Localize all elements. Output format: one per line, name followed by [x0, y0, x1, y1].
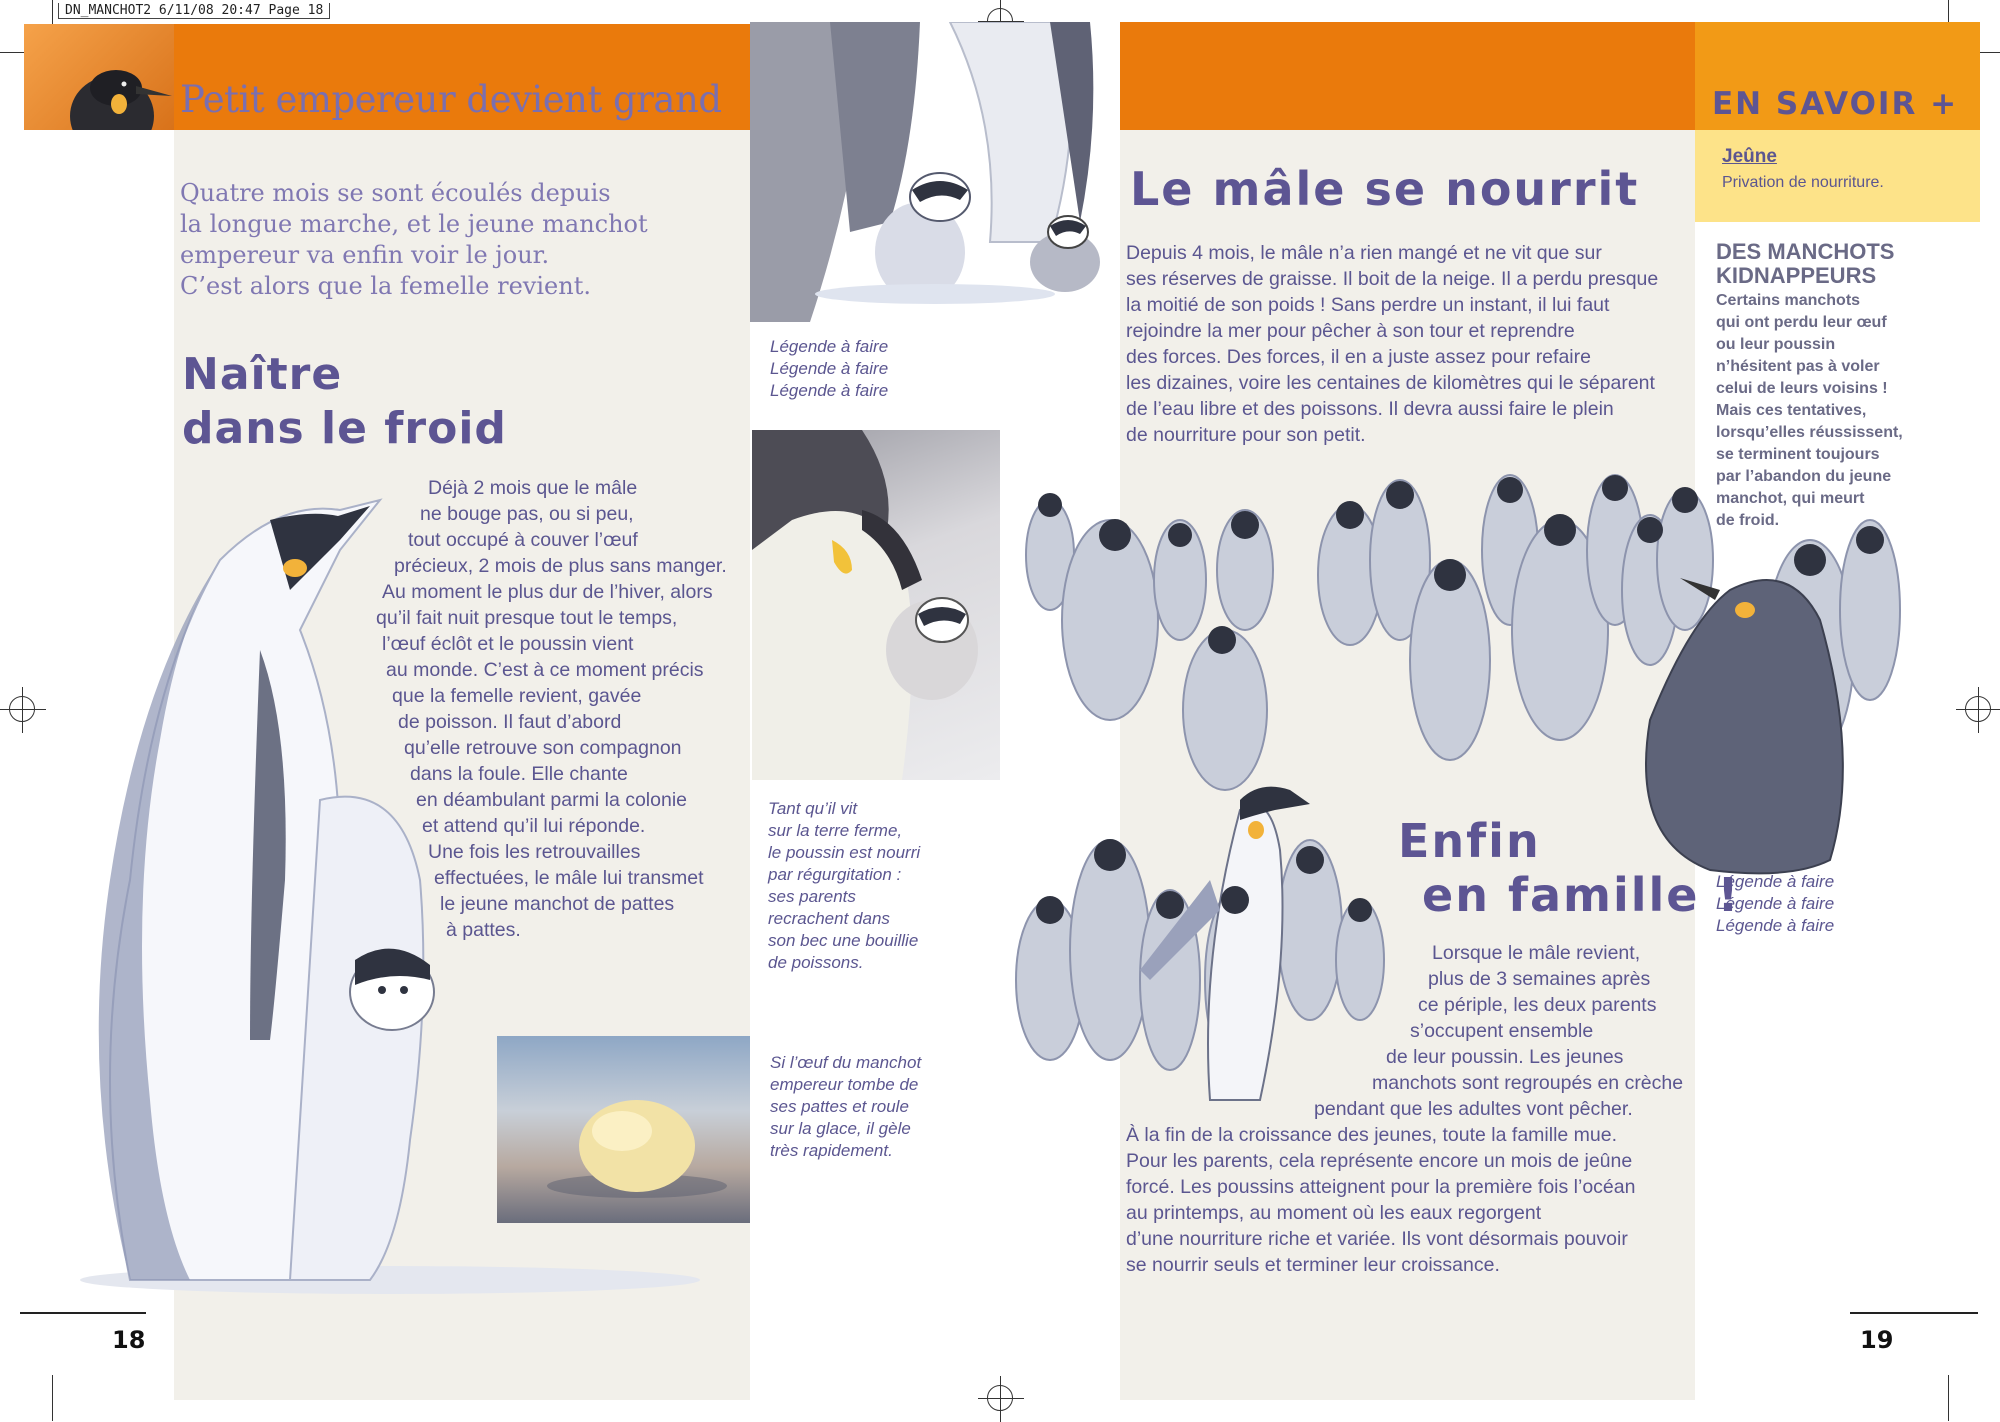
section1-body: [372, 475, 752, 943]
body-line: Une fois les retrouvailles: [428, 841, 641, 863]
kidnappers-body: [1716, 290, 1903, 532]
caption-line: sur la terre ferme,: [768, 821, 903, 840]
right-header-band: [1120, 22, 1695, 130]
body-line: plus de 3 semaines après: [1428, 968, 1651, 990]
body-line: la moitié de son poids ! Sans perdre un instant, il lui faut: [1126, 294, 1610, 316]
body-line: Déjà 2 mois que le mâle: [428, 477, 638, 499]
box-line: se terminent toujours: [1716, 446, 1880, 463]
glossary-definition: Privation de nourriture.: [1722, 174, 1884, 191]
caption-line: ses parents: [768, 887, 856, 906]
caption-line: Légende à faire: [1716, 916, 1835, 935]
caption-line: Légende à faire: [1716, 872, 1835, 891]
body-line: le jeune manchot de pattes: [440, 893, 675, 915]
kidnappers-title: [1716, 240, 1894, 288]
body-line: au printemps, au moment où les eaux regorgent: [1126, 1202, 1542, 1224]
body-line: d’une nourriture riche et variée. Ils vont désormais pouvoir: [1126, 1228, 1628, 1250]
intro-line: Quatre mois se sont écoulés depuis: [180, 179, 611, 207]
caption-line: son bec une bouillie: [768, 931, 919, 950]
caption-regurgitation: [768, 798, 920, 974]
sidebar-title: EN SAVOIR +: [1712, 86, 1959, 122]
body-line: en déambulant parmi la colonie: [416, 789, 688, 811]
intro-line: C’est alors que la femelle revient.: [180, 272, 591, 300]
body-line: Lorsque le mâle revient,: [1432, 942, 1641, 964]
body-line: que la femelle revient, gavée: [392, 685, 642, 707]
caption-line: Légende à faire: [770, 359, 889, 378]
body-line: ne bouge pas, ou si peu,: [420, 503, 634, 525]
section-title-line: en famille !: [1422, 868, 1741, 922]
body-line: des forces. Des forces, il en a juste assez pour refaire: [1126, 346, 1591, 368]
box-line: manchot, qui meurt: [1716, 490, 1865, 507]
body-line: ses réserves de graisse. Il boit de la neige. Il a perdu presque: [1126, 268, 1659, 290]
section-title-naitre: [182, 348, 507, 456]
caption-line: Légende à faire: [770, 381, 889, 400]
body-line: Pour les parents, cela représente encore un mois de jeûne: [1126, 1150, 1633, 1172]
glossary-term: Jeûne: [1722, 146, 1777, 167]
registration-mark: [987, 1385, 1013, 1411]
section3-body: [1126, 940, 1701, 1278]
page-title: Petit empereur devient grand: [180, 78, 722, 121]
box-line: de froid.: [1716, 512, 1780, 529]
body-line: manchots sont regroupés en crèche: [1372, 1072, 1684, 1094]
crop-mark: [1948, 1375, 1949, 1421]
body-line: ce périple, les deux parents: [1418, 994, 1657, 1016]
box-title-line: DES MANCHOTS: [1716, 239, 1895, 264]
registration-mark: [1965, 696, 1991, 722]
box-line: Certains manchots: [1716, 292, 1861, 309]
box-line: ou leur poussin: [1716, 336, 1836, 353]
section-title-male: Le mâle se nourrit: [1130, 162, 1640, 216]
body-line: effectuées, le mâle lui transmet: [434, 867, 704, 889]
body-line: de leur poussin. Les jeunes: [1386, 1046, 1624, 1068]
chick-on-feet-illustration: [750, 22, 1120, 322]
body-line: de poisson. Il faut d’abord: [398, 711, 622, 733]
body-line: Au moment le plus dur de l’hiver, alors: [382, 581, 713, 603]
body-line: l’œuf éclôt et le poussin vient: [382, 633, 634, 655]
section2-body: [1126, 240, 1701, 448]
caption-placeholder-1: [770, 336, 888, 402]
body-line: dans la foule. Elle chante: [410, 763, 628, 785]
body-line: se nourrir seuls et terminer leur croissance.: [1126, 1254, 1500, 1276]
body-line: rejoindre la mer pour pêcher à son tour et reprendre: [1126, 320, 1575, 342]
body-line: qu’il fait nuit presque tout le temps,: [376, 607, 678, 629]
caption-line: ses pattes et roule: [770, 1097, 909, 1116]
caption-line: de poissons.: [768, 953, 864, 972]
header-penguin-thumbnail: [24, 24, 174, 130]
caption-placeholder-2: [1716, 871, 1834, 937]
body-line: forcé. Les poussins atteignent pour la première fois l’océan: [1126, 1176, 1636, 1198]
body-line: de nourriture pour son petit.: [1126, 424, 1366, 446]
intro-line: empereur va enfin voir le jour.: [180, 241, 550, 269]
body-line: pendant que les adultes vont pêcher.: [1314, 1098, 1633, 1120]
feeding-chick-photo: [752, 430, 1000, 780]
caption-line: Tant qu’il vit: [768, 799, 858, 818]
section-title-line: dans le froid: [182, 403, 507, 454]
box-line: n’hésitent pas à voler: [1716, 358, 1880, 375]
body-line: tout occupé à couver l’œuf: [408, 529, 638, 551]
box-title-line: KIDNAPPEURS: [1716, 263, 1877, 288]
body-line: qu’elle retrouve son compagnon: [404, 737, 682, 759]
section-title-line: Enfin: [1398, 814, 1541, 868]
body-line: précieux, 2 mois de plus sans manger.: [394, 555, 727, 577]
crop-mark: [52, 1375, 53, 1421]
body-line: s’occupent ensemble: [1410, 1020, 1594, 1042]
body-line: À la fin de la croissance des jeunes, toute la famille mue.: [1126, 1124, 1618, 1146]
caption-line: par régurgitation :: [768, 865, 902, 884]
body-line: de l’eau libre et des poissons. Il devra aussi faire le plein: [1126, 398, 1614, 420]
egg-on-ice-photo: [497, 1036, 750, 1223]
body-line: Depuis 4 mois, le mâle n’a rien mangé et ne vit que sur: [1126, 242, 1602, 264]
page-number-left: 18: [112, 1326, 146, 1354]
print-slug: DN_MANCHOT2 6/11/08 20:47 Page 18: [58, 3, 330, 19]
box-line: celui de leurs voisins !: [1716, 380, 1888, 397]
caption-line: le poussin est nourri: [768, 843, 921, 862]
page-number-rule: [1850, 1312, 1978, 1314]
registration-mark: [9, 696, 35, 722]
body-line: les dizaines, voire les centaines de kilomètres qui le séparent: [1126, 372, 1655, 394]
body-line: et attend qu’il lui réponde.: [422, 815, 646, 837]
box-line: lorsqu’elles réussissent,: [1716, 424, 1903, 441]
box-line: qui ont perdu leur œuf: [1716, 314, 1887, 331]
caption-line: empereur tombe de: [770, 1075, 919, 1094]
caption-line: très rapidement.: [770, 1141, 893, 1160]
intro-text: [180, 178, 648, 302]
body-line: à pattes.: [446, 919, 521, 941]
page-number-rule: [20, 1312, 146, 1314]
caption-egg: [770, 1052, 921, 1162]
page-number-right: 19: [1860, 1326, 1894, 1354]
body-line: au monde. C’est à ce moment précis: [386, 659, 704, 681]
intro-line: la longue marche, et le jeune manchot: [180, 210, 648, 238]
section-title-famille: [1398, 814, 1740, 922]
caption-line: sur la glace, il gèle: [770, 1119, 911, 1138]
caption-line: recrachent dans: [768, 909, 890, 928]
section-title-line: Naître: [182, 349, 343, 400]
box-line: par l’abandon du jeune: [1716, 468, 1892, 485]
box-line: Mais ces tentatives,: [1716, 402, 1867, 419]
caption-line: Légende à faire: [1716, 894, 1835, 913]
caption-line: Légende à faire: [770, 337, 889, 356]
caption-line: Si l’œuf du manchot: [770, 1053, 922, 1072]
